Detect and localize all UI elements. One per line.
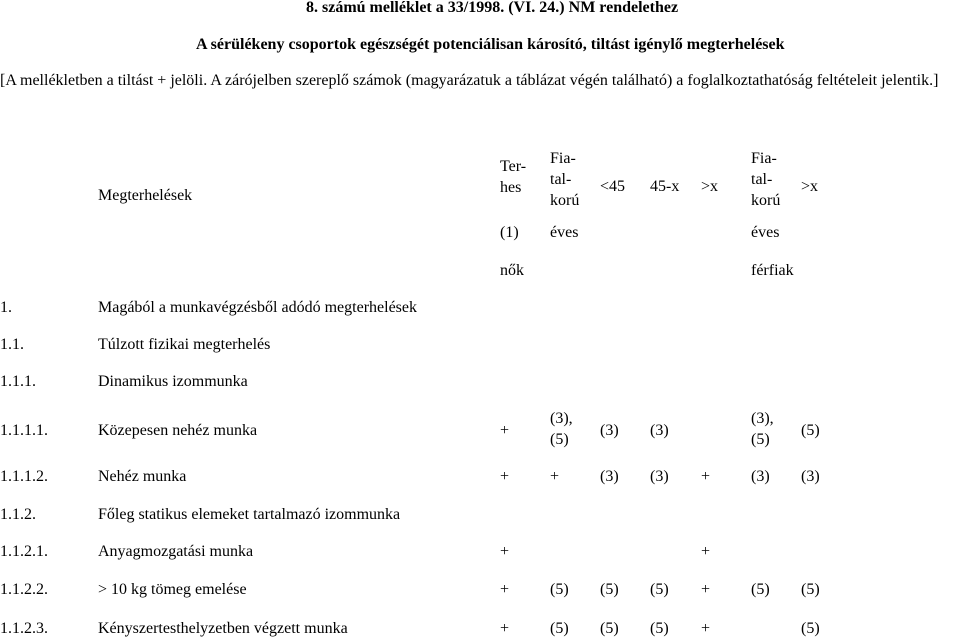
row-value: (3) bbox=[801, 468, 820, 485]
row-value: + bbox=[500, 543, 510, 560]
row-label: Magából a munkavégzésből adódó megterhelések bbox=[98, 299, 417, 316]
row-value: + bbox=[550, 468, 560, 485]
document-subtitle: A sérülékeny csoportok egészségét potenciálisan károsító, tiltást igénylő megterhelések bbox=[196, 36, 785, 53]
row-code: 1.1.2.2. bbox=[0, 581, 48, 598]
row-code: 1.1.2.1. bbox=[0, 543, 48, 560]
row-value: + bbox=[500, 620, 510, 637]
row-value: (3) bbox=[650, 422, 669, 439]
row-value: + bbox=[701, 543, 711, 560]
row-value: (3) bbox=[600, 422, 619, 439]
years-label-men: éves bbox=[751, 224, 780, 241]
row-value: (3), bbox=[550, 410, 573, 427]
row-value: + bbox=[500, 468, 510, 485]
row-value: (5) bbox=[801, 581, 820, 598]
col-header-over-x-men: >x bbox=[801, 178, 819, 195]
row-code: 1.1.2. bbox=[0, 506, 36, 523]
pregnant-note-ref: (1) bbox=[500, 224, 519, 241]
row-value: (5) bbox=[650, 581, 669, 598]
row-value: + bbox=[701, 468, 711, 485]
row-value: + bbox=[701, 581, 711, 598]
years-label-women: éves bbox=[550, 224, 579, 241]
explanatory-note: [A mellékletben a tiltást + jelöli. A zárójelben szereplő számok (magyarázatuk a táblázat végén található) a foglalkoztathatóság feltételeit jelentik.] bbox=[0, 72, 939, 89]
row-value-continued: (5) bbox=[751, 431, 770, 448]
row-label: Túlzott fizikai megterhelés bbox=[98, 336, 271, 353]
row-value: (3) bbox=[751, 468, 770, 485]
row-label: Dinamikus izommunka bbox=[98, 373, 248, 390]
row-value: (5) bbox=[550, 581, 569, 598]
col-header-young-men: Fia- tal- korú bbox=[751, 150, 781, 209]
row-value-continued: (5) bbox=[550, 431, 569, 448]
row-code: 1.1.1.2. bbox=[0, 468, 48, 485]
col-header-over-x-women: >x bbox=[701, 178, 719, 195]
row-label: Nehéz munka bbox=[98, 468, 187, 485]
row-value: (5) bbox=[751, 581, 770, 598]
row-value: (5) bbox=[650, 620, 669, 637]
annex-title: 8. számú melléklet a 33/1998. (VI. 24.) NM rendelethez bbox=[306, 0, 679, 16]
col-header-pregnant: Ter- hes bbox=[500, 158, 527, 196]
col-header-45-x: 45-x bbox=[650, 178, 680, 195]
row-value: (5) bbox=[550, 620, 569, 637]
col-header-loads: Megterhelések bbox=[98, 187, 193, 204]
row-label: Közepesen nehéz munka bbox=[98, 422, 258, 439]
row-value: (3), bbox=[751, 410, 774, 427]
row-value: (5) bbox=[801, 422, 820, 439]
row-value: (3) bbox=[600, 468, 619, 485]
row-code: 1.1.2.3. bbox=[0, 620, 48, 637]
row-value: (3) bbox=[650, 468, 669, 485]
row-value: + bbox=[701, 620, 711, 637]
row-code: 1.1.1.1. bbox=[0, 422, 48, 439]
group-label-women: nők bbox=[500, 262, 524, 279]
col-header-under-45: <45 bbox=[600, 178, 626, 195]
row-code: 1.1. bbox=[0, 336, 24, 353]
row-value: (5) bbox=[600, 620, 619, 637]
group-label-men: férfiak bbox=[751, 262, 794, 279]
col-header-young-women: Fia- tal- korú bbox=[550, 150, 580, 209]
row-value: + bbox=[500, 422, 510, 439]
row-code: 1. bbox=[0, 299, 12, 316]
row-label: > 10 kg tömeg emelése bbox=[98, 581, 247, 598]
row-value: (5) bbox=[600, 581, 619, 598]
row-value: (5) bbox=[801, 620, 820, 637]
row-label: Főleg statikus elemeket tartalmazó izommunka bbox=[98, 506, 401, 523]
row-label: Kényszertesthelyzetben végzett munka bbox=[98, 620, 348, 637]
row-code: 1.1.1. bbox=[0, 373, 36, 390]
row-label: Anyagmozgatási munka bbox=[98, 543, 254, 560]
row-value: + bbox=[500, 581, 510, 598]
